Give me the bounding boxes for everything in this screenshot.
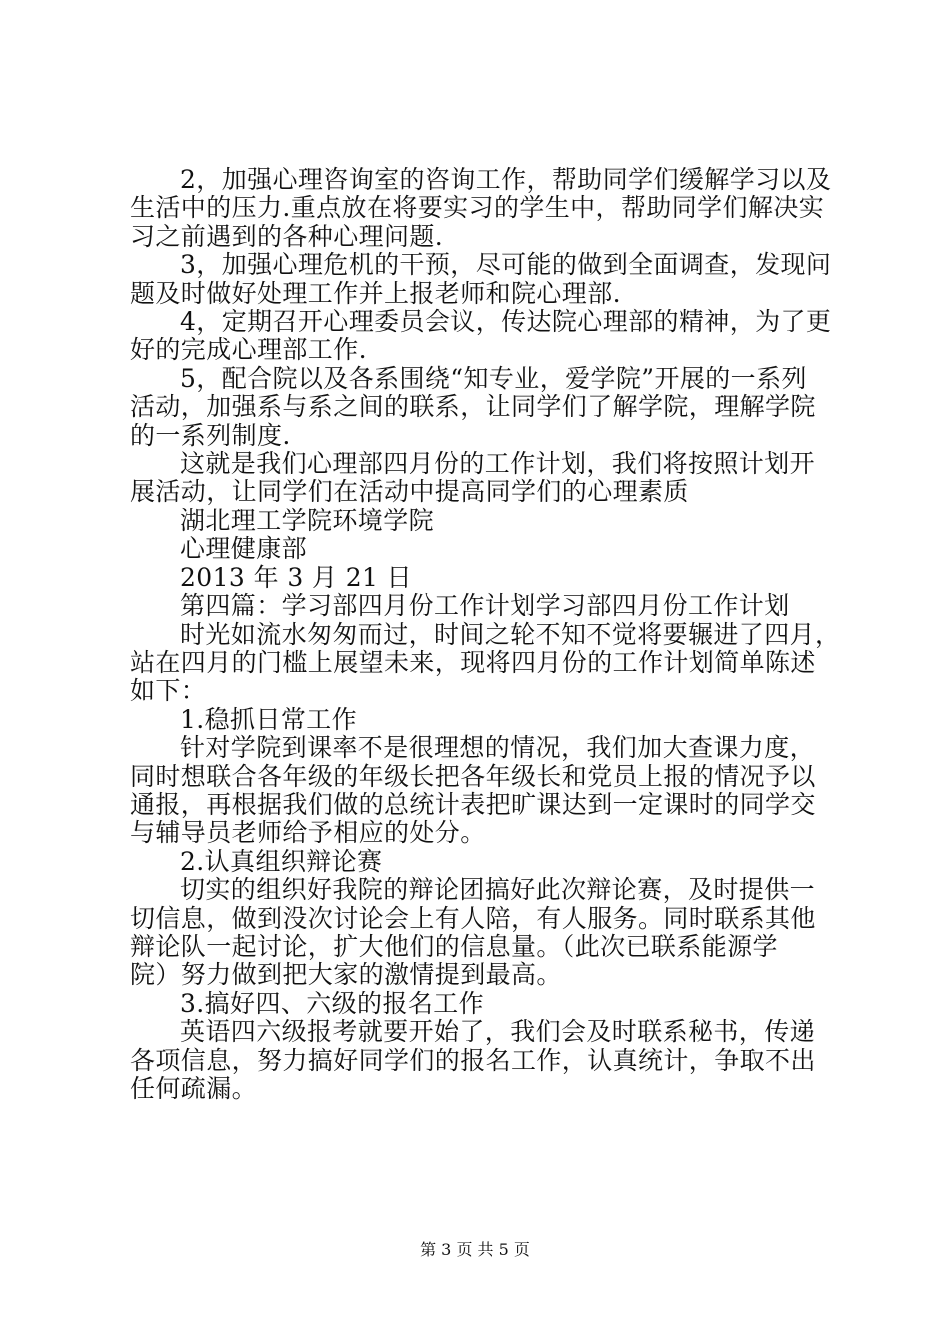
text-line: 5，配合院以及各系围绕“知专业，爱学院”开展的一系列 (180, 363, 807, 393)
text-line: 生活中的压力.重点放在将要实习的学生中，帮助同学们解决实 (130, 193, 825, 223)
text-line: 同时想联合各年级的年级长把各年级长和党员上报的情况予以 (130, 761, 816, 791)
text-line: 习之前遇到的各种心理问题. (130, 221, 444, 251)
text-line: 活动，加强系与系之间的联系，让同学们了解学院，理解学院 (130, 392, 816, 422)
text-line: 好的完成心理部工作. (130, 335, 367, 365)
text-line: 1.稳抓日常工作 (180, 704, 358, 734)
text-line: 针对学院到课率不是很理想的情况，我们加大查课力度， (180, 733, 816, 763)
text-line: 4，定期召开心理委员会议，传达院心理部的精神，为了更 (180, 307, 832, 337)
text-line: 2.认真组织辩论赛 (180, 846, 383, 876)
text-line: 辩论队一起讨论，扩大他们的信息量。（此次已联系能源学 (130, 931, 778, 961)
text-line: 如下： (130, 676, 207, 706)
text-line: 这就是我们心理部四月份的工作计划，我们将按照计划开 (180, 449, 816, 479)
text-line: 3，加强心理危机的干预，尽可能的做到全面调查，发现问 (180, 250, 832, 280)
text-line: 与辅导员老师给予相应的处分。 (130, 818, 486, 848)
text-line: 2，加强心理咨询室的咨询工作，帮助同学们缓解学习以及 (180, 165, 832, 194)
document-body (130, 165, 841, 1103)
text-line: 切信息，做到没次讨论会上有人陪，有人服务。同时联系其他 (130, 903, 816, 933)
text-line: 通报，再根据我们做的总统计表把旷课达到一定课时的同学交 (130, 789, 816, 819)
text-line: 任何疏漏。 (130, 1074, 258, 1103)
text-line: 2013 年 3 月 21 日 (180, 562, 413, 592)
text-line: 时光如流水匆匆而过，时间之轮不知不觉将要辗进了四月， (180, 619, 841, 649)
page-footer: 第 3 页 共 5 页 (420, 1240, 530, 1259)
text-line: 各项信息，努力搞好同学们的报名工作，认真统计，争取不出 (130, 1045, 816, 1075)
text-line: 的一系列制度. (130, 420, 291, 450)
text-line: 切实的组织好我院的辩论团搞好此次辩论赛，及时提供一 (180, 875, 816, 905)
text-line: 湖北理工学院环境学院 (180, 505, 435, 535)
text-line: 3.搞好四、六级的报名工作 (180, 988, 485, 1018)
text-line: 题及时做好处理工作并上报老师和院心理部. (130, 278, 621, 308)
text-line: 英语四六级报考就要开始了，我们会及时联系秘书，传递 (180, 1017, 816, 1047)
text-line: 第四篇：学习部四月份工作计划学习部四月份工作计划 (180, 591, 790, 621)
text-line: 展活动，让同学们在活动中提高同学们的心理素质 (130, 477, 689, 507)
text-line: 站在四月的门槛上展望未来，现将四月份的工作计划简单陈述 (130, 647, 816, 677)
text-line: 心理健康部 (180, 534, 308, 564)
text-line: 院）努力做到把大家的激情提到最高。 (130, 960, 562, 990)
